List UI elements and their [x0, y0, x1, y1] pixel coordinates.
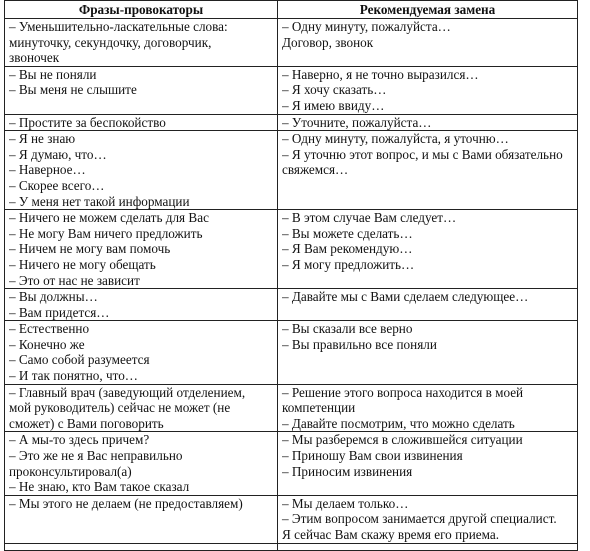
replacement-phrase-line: – Давайте посмотрим, что можно сделать [282, 415, 515, 431]
provocative-phrase-line: – Скорее всего… [9, 177, 105, 193]
provocative-phrase-line: – Ничего не могу обещать [9, 256, 156, 272]
table-row [5, 131, 578, 210]
replacement-phrase-line: – Я Вам рекомендую… [282, 241, 413, 257]
replacement-phrase-line: – Давайте мы с Вами сделаем следующее… [282, 289, 529, 305]
cropped-cell [5, 543, 278, 550]
replacement-phrase-cell [278, 114, 578, 131]
replacement-phrase-line: – Я имею ввиду… [282, 97, 385, 113]
table-body [5, 19, 578, 551]
provocative-phrase-line: – Вы должны… [9, 289, 98, 305]
provocative-phrase-line: сможет) с Вами поговорить [9, 415, 164, 431]
replacement-phrase-line: – В этом случае Вам следует… [282, 210, 457, 226]
provocative-phrase-cell [5, 19, 278, 67]
replacement-phrase-line: – Решение этого вопроса находится в моей [282, 384, 524, 400]
provocative-phrase-line: – У меня нет такой информации [9, 193, 190, 209]
provocative-phrase-line: – Ничем не могу вам помочь [9, 241, 171, 257]
replacement-phrase-line: Договор, звонок [282, 34, 374, 50]
provocative-phrase-line: – Простите за беспокойство [9, 114, 166, 130]
provocative-phrase-line: – Не могу Вам ничего предложить [9, 225, 203, 241]
replacement-phrase-line: – Я уточню этот вопрос, и мы с Вами обязательно [282, 146, 563, 162]
header-provocative-phrases: Фразы-провокаторы [5, 1, 278, 19]
provocative-phrase-line: – Мы этого не делаем (не предоставляем) [9, 495, 243, 511]
provocative-phrase-cell [5, 114, 278, 131]
provocative-phrase-cell [5, 66, 278, 114]
table-row [5, 432, 578, 495]
table-row [5, 210, 578, 289]
provocative-phrase-cell [5, 321, 278, 384]
provocative-phrase-line: – Это от нас не зависит [9, 272, 140, 288]
provocative-phrase-line: минуточку, секундочку, договорчик, [9, 34, 212, 50]
phrases-table [4, 0, 578, 551]
provocative-phrase-line: – Вам придется… [9, 304, 110, 320]
replacement-phrase-line: – Одну минуту, пожалуйста… [282, 19, 451, 34]
provocative-phrase-cell [5, 289, 278, 321]
replacement-phrase-line: свяжемся… [282, 162, 349, 178]
replacement-phrase-line: – Этим вопросом занимается другой специалист. [282, 511, 557, 527]
document-page [4, 0, 577, 551]
cropped-cell [278, 543, 578, 550]
replacement-phrase-line: – Уточните, пожалуйста… [282, 114, 432, 130]
replacement-phrase-line: – Я могу предложить… [282, 256, 415, 272]
provocative-phrase-cell [5, 131, 278, 210]
replacement-phrase-cell [278, 495, 578, 543]
replacement-phrase-line: – Приносим извинения [282, 463, 413, 479]
table-row [5, 495, 578, 543]
replacement-phrase-cell [278, 321, 578, 384]
provocative-phrase-line: звоночек [9, 50, 60, 66]
table-row-cropped [5, 543, 578, 550]
table-row [5, 321, 578, 384]
table-row [5, 19, 578, 67]
replacement-phrase-line: компетенции [282, 400, 356, 416]
replacement-phrase-line: Я сейчас Вам скажу время его приема. [282, 527, 500, 542]
provocative-phrase-line: – Уменьшительно-ласкательные слова: [9, 19, 228, 34]
replacement-phrase-cell [278, 432, 578, 495]
provocative-phrase-line: – Конечно же [9, 336, 85, 352]
replacement-phrase-line: – Я хочу сказать… [282, 82, 387, 98]
provocative-phrase-line: – Главный врач (заведующий отделением, [9, 384, 246, 400]
table-row [5, 384, 578, 432]
provocative-phrase-line: – Само собой разумеется [9, 352, 150, 368]
replacement-phrase-line: – Вы правильно все поняли [282, 336, 437, 352]
replacement-phrase-line: – Наверно, я не точно выразился… [282, 66, 479, 82]
provocative-phrase-cell [5, 432, 278, 495]
table-row [5, 114, 578, 131]
replacement-phrase-cell [278, 131, 578, 210]
table-row [5, 289, 578, 321]
provocative-phrase-line: – Наверное… [9, 162, 86, 178]
provocative-phrase-line: – Не знаю, кто Вам такое сказал [9, 479, 190, 495]
provocative-phrase-cell [5, 384, 278, 432]
table-row [5, 66, 578, 114]
provocative-phrase-line: – Ничего не можем сделать для Вас [9, 210, 209, 226]
provocative-phrase-line: – Вы меня не слышите [9, 82, 137, 98]
replacement-phrase-cell [278, 210, 578, 289]
provocative-phrase-line: – Я не знаю [9, 131, 76, 147]
provocative-phrase-cell [5, 495, 278, 543]
provocative-phrase-line: – А мы-то здесь причем? [9, 432, 150, 448]
provocative-phrase-line: – Естественно [9, 321, 90, 337]
replacement-phrase-line: – Вы сказали все верно [282, 321, 413, 337]
provocative-phrase-line: – Это же не я Вас неправильно [9, 448, 183, 464]
replacement-phrase-cell [278, 289, 578, 321]
replacement-phrase-cell [278, 384, 578, 432]
provocative-phrase-line: – И так понятно, что… [9, 368, 138, 384]
replacement-phrase-line: – Одну минуту, пожалуйста, я уточню… [282, 131, 509, 147]
table-header-row [5, 1, 578, 19]
replacement-phrase-cell [278, 66, 578, 114]
replacement-phrase-line: – Мы разберемся в сложившейся ситуации [282, 432, 523, 448]
replacement-phrase-line: – Приношу Вам свои извинения [282, 448, 463, 464]
header-recommended-replacement: Рекомендуемая замена [278, 1, 578, 19]
provocative-phrase-cell [5, 210, 278, 289]
provocative-phrase-line: – Я думаю, что… [9, 146, 107, 162]
provocative-phrase-line: мой руководитель) сейчас не может (не [9, 400, 231, 416]
replacement-phrase-cell [278, 19, 578, 67]
replacement-phrase-line: – Вы можете сделать… [282, 225, 413, 241]
provocative-phrase-line: проконсультировал(а) [9, 463, 132, 479]
provocative-phrase-line: – Вы не поняли [9, 66, 97, 82]
replacement-phrase-line: – Мы делаем только… [282, 495, 409, 511]
